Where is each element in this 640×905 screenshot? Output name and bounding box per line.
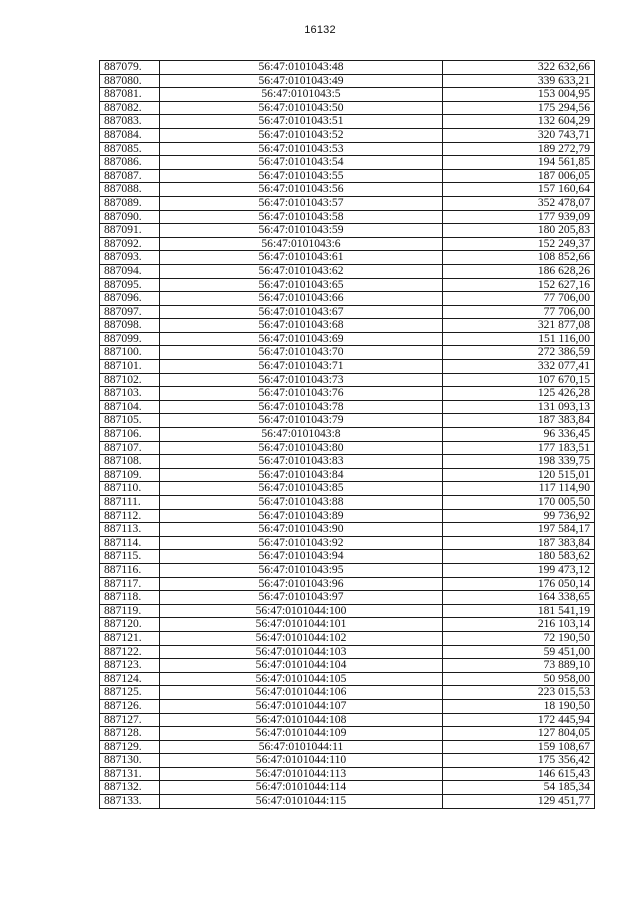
- cadastral-number-cell: 56:47:0101043:56: [160, 183, 443, 197]
- cadastral-number-cell: 56:47:0101043:66: [160, 292, 443, 306]
- cadastral-value-cell: 177 939,09: [443, 210, 595, 224]
- row-number-cell: 887108.: [100, 455, 160, 469]
- cadastral-value-cell: 131 093,13: [443, 400, 595, 414]
- row-number-cell: 887111.: [100, 496, 160, 510]
- cadastral-value-cell: 223 015,53: [443, 686, 595, 700]
- table-row: [100, 224, 595, 238]
- cadastral-value-cell: 159 108,67: [443, 740, 595, 754]
- cadastral-number-cell: 56:47:0101044:113: [160, 767, 443, 781]
- table-row: [100, 659, 595, 673]
- table-row: [100, 767, 595, 781]
- row-number-cell: 887115.: [100, 550, 160, 564]
- table-row: [100, 332, 595, 346]
- table-row: [100, 237, 595, 251]
- table-row: [100, 740, 595, 754]
- cadastral-number-cell: 56:47:0101043:67: [160, 305, 443, 319]
- cadastral-number-cell: 56:47:0101043:94: [160, 550, 443, 564]
- row-number-cell: 887120.: [100, 618, 160, 632]
- cadastral-number-cell: 56:47:0101043:61: [160, 251, 443, 265]
- table-row: [100, 577, 595, 591]
- row-number-cell: 887096.: [100, 292, 160, 306]
- table-row: [100, 713, 595, 727]
- cadastral-value-cell: 99 736,92: [443, 509, 595, 523]
- cadastral-number-cell: 56:47:0101044:105: [160, 672, 443, 686]
- cadastral-number-cell: 56:47:0101043:6: [160, 237, 443, 251]
- cadastral-value-cell: 151 116,00: [443, 332, 595, 346]
- cadastral-number-cell: 56:47:0101043:48: [160, 61, 443, 75]
- row-number-cell: 887130.: [100, 754, 160, 768]
- cadastral-number-cell: 56:47:0101043:88: [160, 496, 443, 510]
- cadastral-number-cell: 56:47:0101044:107: [160, 699, 443, 713]
- table-row: [100, 319, 595, 333]
- cadastral-value-cell: 129 451,77: [443, 795, 595, 809]
- row-number-cell: 887091.: [100, 224, 160, 238]
- table-row: [100, 387, 595, 401]
- row-number-cell: 887131.: [100, 767, 160, 781]
- page-number: 16132: [304, 24, 336, 36]
- row-number-cell: 887110.: [100, 482, 160, 496]
- cadastral-value-cell: 322 632,66: [443, 61, 595, 75]
- cadastral-value-cell: 321 877,08: [443, 319, 595, 333]
- cadastral-value-table: [99, 60, 595, 809]
- table-row: [100, 142, 595, 156]
- cadastral-value-cell: 117 114,90: [443, 482, 595, 496]
- row-number-cell: 887126.: [100, 699, 160, 713]
- cadastral-number-cell: 56:47:0101043:90: [160, 523, 443, 537]
- row-number-cell: 887084.: [100, 128, 160, 142]
- table-row: [100, 795, 595, 809]
- row-number-cell: 887085.: [100, 142, 160, 156]
- cadastral-value-cell: 181 541,19: [443, 604, 595, 618]
- cadastral-number-cell: 56:47:0101044:11: [160, 740, 443, 754]
- cadastral-number-cell: 56:47:0101043:70: [160, 346, 443, 360]
- table-row: [100, 523, 595, 537]
- row-number-cell: 887079.: [100, 61, 160, 75]
- row-number-cell: 887107.: [100, 441, 160, 455]
- cadastral-number-cell: 56:47:0101043:80: [160, 441, 443, 455]
- row-number-cell: 887124.: [100, 672, 160, 686]
- table-row: [100, 128, 595, 142]
- cadastral-number-cell: 56:47:0101043:50: [160, 101, 443, 115]
- row-number-cell: 887118.: [100, 591, 160, 605]
- table-row: [100, 414, 595, 428]
- cadastral-value-cell: 77 706,00: [443, 305, 595, 319]
- cadastral-value-cell: 339 633,21: [443, 74, 595, 88]
- cadastral-number-cell: 56:47:0101043:49: [160, 74, 443, 88]
- cadastral-value-cell: 153 004,95: [443, 88, 595, 102]
- cadastral-value-cell: 177 183,51: [443, 441, 595, 455]
- cadastral-value-cell: 54 185,34: [443, 781, 595, 795]
- cadastral-number-cell: 56:47:0101043:5: [160, 88, 443, 102]
- cadastral-value-cell: 176 050,14: [443, 577, 595, 591]
- row-number-cell: 887082.: [100, 101, 160, 115]
- table-row: [100, 482, 595, 496]
- table-row: [100, 727, 595, 741]
- cadastral-number-cell: 56:47:0101044:100: [160, 604, 443, 618]
- row-number-cell: 887093.: [100, 251, 160, 265]
- cadastral-value-cell: 170 005,50: [443, 496, 595, 510]
- cadastral-value-cell: 77 706,00: [443, 292, 595, 306]
- row-number-cell: 887113.: [100, 523, 160, 537]
- cadastral-value-cell: 216 103,14: [443, 618, 595, 632]
- table-row: [100, 563, 595, 577]
- row-number-cell: 887117.: [100, 577, 160, 591]
- table-row: [100, 645, 595, 659]
- table-row: [100, 550, 595, 564]
- row-number-cell: 887081.: [100, 88, 160, 102]
- cadastral-number-cell: 56:47:0101043:84: [160, 468, 443, 482]
- table-row: [100, 536, 595, 550]
- cadastral-number-cell: 56:47:0101043:79: [160, 414, 443, 428]
- cadastral-number-cell: 56:47:0101043:59: [160, 224, 443, 238]
- cadastral-value-cell: 120 515,01: [443, 468, 595, 482]
- table-row: [100, 74, 595, 88]
- cadastral-number-cell: 56:47:0101043:8: [160, 428, 443, 442]
- row-number-cell: 887090.: [100, 210, 160, 224]
- table-row: [100, 156, 595, 170]
- cadastral-number-cell: 56:47:0101043:97: [160, 591, 443, 605]
- table-row: [100, 61, 595, 75]
- cadastral-number-cell: 56:47:0101043:54: [160, 156, 443, 170]
- table-row: [100, 781, 595, 795]
- row-number-cell: 887088.: [100, 183, 160, 197]
- cadastral-value-cell: 59 451,00: [443, 645, 595, 659]
- row-number-cell: 887080.: [100, 74, 160, 88]
- row-number-cell: 887112.: [100, 509, 160, 523]
- cadastral-value-cell: 132 604,29: [443, 115, 595, 129]
- table-row: [100, 196, 595, 210]
- cadastral-value-cell: 352 478,07: [443, 196, 595, 210]
- cadastral-value-cell: 72 190,50: [443, 631, 595, 645]
- cadastral-value-cell: 199 473,12: [443, 563, 595, 577]
- cadastral-number-cell: 56:47:0101043:69: [160, 332, 443, 346]
- cadastral-number-cell: 56:47:0101043:73: [160, 373, 443, 387]
- table-row: [100, 428, 595, 442]
- row-number-cell: 887129.: [100, 740, 160, 754]
- cadastral-value-cell: 73 889,10: [443, 659, 595, 673]
- cadastral-number-cell: 56:47:0101043:55: [160, 169, 443, 183]
- table-row: [100, 686, 595, 700]
- cadastral-number-cell: 56:47:0101043:65: [160, 278, 443, 292]
- table-row: [100, 346, 595, 360]
- row-number-cell: 887100.: [100, 346, 160, 360]
- cadastral-value-cell: 175 356,42: [443, 754, 595, 768]
- row-number-cell: 887101.: [100, 360, 160, 374]
- row-number-cell: 887123.: [100, 659, 160, 673]
- table-row: [100, 373, 595, 387]
- cadastral-number-cell: 56:47:0101044:104: [160, 659, 443, 673]
- row-number-cell: 887106.: [100, 428, 160, 442]
- cadastral-number-cell: 56:47:0101044:108: [160, 713, 443, 727]
- cadastral-number-cell: 56:47:0101044:106: [160, 686, 443, 700]
- cadastral-value-cell: 125 426,28: [443, 387, 595, 401]
- cadastral-value-cell: 50 958,00: [443, 672, 595, 686]
- cadastral-value-cell: 180 583,62: [443, 550, 595, 564]
- table-row: [100, 251, 595, 265]
- cadastral-number-cell: 56:47:0101043:68: [160, 319, 443, 333]
- cadastral-number-cell: 56:47:0101043:96: [160, 577, 443, 591]
- cadastral-value-cell: 157 160,64: [443, 183, 595, 197]
- table-row: [100, 360, 595, 374]
- cadastral-number-cell: 56:47:0101043:76: [160, 387, 443, 401]
- table-row: [100, 400, 595, 414]
- table-row: [100, 672, 595, 686]
- cadastral-number-cell: 56:47:0101043:71: [160, 360, 443, 374]
- row-number-cell: 887128.: [100, 727, 160, 741]
- row-number-cell: 887087.: [100, 169, 160, 183]
- row-number-cell: 887105.: [100, 414, 160, 428]
- cadastral-number-cell: 56:47:0101043:92: [160, 536, 443, 550]
- cadastral-value-cell: 175 294,56: [443, 101, 595, 115]
- cadastral-value-cell: 320 743,71: [443, 128, 595, 142]
- cadastral-value-cell: 172 445,94: [443, 713, 595, 727]
- cadastral-number-cell: 56:47:0101043:95: [160, 563, 443, 577]
- row-number-cell: 887097.: [100, 305, 160, 319]
- cadastral-value-cell: 197 584,17: [443, 523, 595, 537]
- cadastral-number-cell: 56:47:0101043:57: [160, 196, 443, 210]
- table-row: [100, 591, 595, 605]
- cadastral-value-cell: 108 852,66: [443, 251, 595, 265]
- row-number-cell: 887092.: [100, 237, 160, 251]
- row-number-cell: 887109.: [100, 468, 160, 482]
- cadastral-number-cell: 56:47:0101043:62: [160, 264, 443, 278]
- row-number-cell: 887121.: [100, 631, 160, 645]
- table-row: [100, 604, 595, 618]
- table-row: [100, 455, 595, 469]
- row-number-cell: 887119.: [100, 604, 160, 618]
- cadastral-number-cell: 56:47:0101043:53: [160, 142, 443, 156]
- row-number-cell: 887083.: [100, 115, 160, 129]
- table-row: [100, 496, 595, 510]
- row-number-cell: 887125.: [100, 686, 160, 700]
- row-number-cell: 887102.: [100, 373, 160, 387]
- table-row: [100, 264, 595, 278]
- table-row: [100, 509, 595, 523]
- cadastral-number-cell: 56:47:0101043:51: [160, 115, 443, 129]
- cadastral-value-cell: 164 338,65: [443, 591, 595, 605]
- cadastral-number-cell: 56:47:0101044:102: [160, 631, 443, 645]
- cadastral-value-cell: 107 670,15: [443, 373, 595, 387]
- row-number-cell: 887116.: [100, 563, 160, 577]
- cadastral-value-cell: 96 336,45: [443, 428, 595, 442]
- row-number-cell: 887122.: [100, 645, 160, 659]
- cadastral-number-cell: 56:47:0101043:52: [160, 128, 443, 142]
- table-row: [100, 88, 595, 102]
- row-number-cell: 887104.: [100, 400, 160, 414]
- cadastral-value-cell: 272 386,59: [443, 346, 595, 360]
- cadastral-number-cell: 56:47:0101044:109: [160, 727, 443, 741]
- row-number-cell: 887127.: [100, 713, 160, 727]
- cadastral-value-cell: 194 561,85: [443, 156, 595, 170]
- cadastral-value-cell: 18 190,50: [443, 699, 595, 713]
- row-number-cell: 887132.: [100, 781, 160, 795]
- table-body: [100, 61, 595, 809]
- row-number-cell: 887099.: [100, 332, 160, 346]
- cadastral-number-cell: 56:47:0101043:85: [160, 482, 443, 496]
- cadastral-value-cell: 152 249,37: [443, 237, 595, 251]
- table-row: [100, 169, 595, 183]
- table-row: [100, 210, 595, 224]
- row-number-cell: 887094.: [100, 264, 160, 278]
- cadastral-value-cell: 332 077,41: [443, 360, 595, 374]
- cadastral-number-cell: 56:47:0101043:89: [160, 509, 443, 523]
- row-number-cell: 887095.: [100, 278, 160, 292]
- table-row: [100, 441, 595, 455]
- table-row: [100, 183, 595, 197]
- table-row: [100, 618, 595, 632]
- table-row: [100, 292, 595, 306]
- cadastral-number-cell: 56:47:0101044:103: [160, 645, 443, 659]
- table-row: [100, 631, 595, 645]
- cadastral-value-cell: 186 628,26: [443, 264, 595, 278]
- cadastral-value-cell: 198 339,75: [443, 455, 595, 469]
- row-number-cell: 887133.: [100, 795, 160, 809]
- table-row: [100, 278, 595, 292]
- cadastral-number-cell: 56:47:0101043:83: [160, 455, 443, 469]
- table-row: [100, 754, 595, 768]
- table-row: [100, 305, 595, 319]
- cadastral-value-cell: 187 383,84: [443, 536, 595, 550]
- table-row: [100, 468, 595, 482]
- row-number-cell: 887098.: [100, 319, 160, 333]
- cadastral-value-cell: 180 205,83: [443, 224, 595, 238]
- row-number-cell: 887103.: [100, 387, 160, 401]
- cadastral-number-cell: 56:47:0101044:115: [160, 795, 443, 809]
- cadastral-number-cell: 56:47:0101044:114: [160, 781, 443, 795]
- cadastral-number-cell: 56:47:0101044:101: [160, 618, 443, 632]
- table-row: [100, 699, 595, 713]
- cadastral-value-cell: 187 006,05: [443, 169, 595, 183]
- cadastral-value-cell: 189 272,79: [443, 142, 595, 156]
- cadastral-value-cell: 127 804,05: [443, 727, 595, 741]
- cadastral-value-cell: 187 383,84: [443, 414, 595, 428]
- row-number-cell: 887086.: [100, 156, 160, 170]
- cadastral-value-cell: 146 615,43: [443, 767, 595, 781]
- cadastral-number-cell: 56:47:0101044:110: [160, 754, 443, 768]
- cadastral-number-cell: 56:47:0101043:78: [160, 400, 443, 414]
- row-number-cell: 887114.: [100, 536, 160, 550]
- table-row: [100, 101, 595, 115]
- cadastral-value-cell: 152 627,16: [443, 278, 595, 292]
- cadastral-number-cell: 56:47:0101043:58: [160, 210, 443, 224]
- table-row: [100, 115, 595, 129]
- row-number-cell: 887089.: [100, 196, 160, 210]
